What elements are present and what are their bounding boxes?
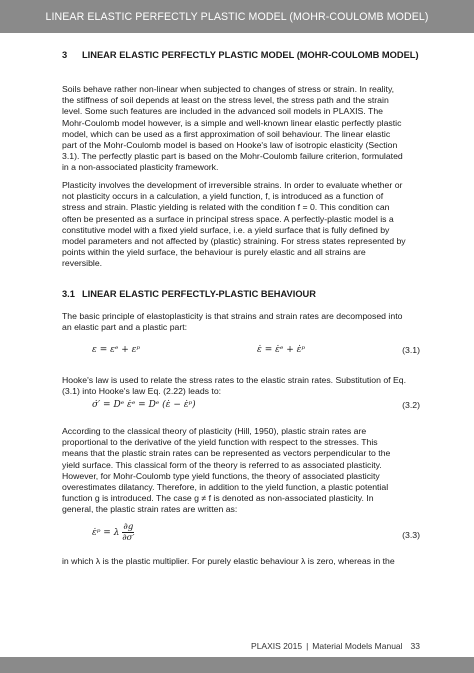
page-footer: [251, 641, 420, 651]
section-title: LINEAR ELASTIC PERFECTLY PLASTIC MODEL (MOHR-COULOMB MODEL): [82, 50, 419, 60]
equation-fraction: [122, 522, 134, 543]
section-number: 3: [62, 50, 68, 60]
equation-number: (3.2): [402, 400, 420, 410]
paragraph-decomposition: [62, 311, 422, 333]
footer-band: [0, 657, 474, 673]
paragraph-line: model, which can be used as a first approximation of soil behaviour. The linear elastic: [62, 128, 391, 139]
paragraph-line: reversible.: [62, 258, 103, 269]
equation-lhs: [92, 522, 134, 543]
footer-separator: |: [306, 641, 309, 651]
paragraph-line: function g is introduced. The case g ≠ f is denoted as non-associated plasticity. In: [62, 493, 374, 504]
paragraph-line: part of the Mohr-Coulomb model is based on Hooke's law of isotropic elasticity (Section: [62, 140, 398, 151]
paragraph-line: However, for Mohr-Coulomb type yield functions, the theory of associated plasticity: [62, 470, 380, 481]
subsection-number: 3.1: [62, 289, 75, 299]
paragraph-line: yield surface. This classical form of the theory is referred to as associated plasticity.: [62, 459, 382, 470]
paragraph-line: level. Some such features are included in the advanced soil models in PLAXIS. The: [62, 106, 383, 117]
section-heading: [62, 50, 419, 60]
paragraph-line: proportional to the derivative of the yield function with respect to the stresses. This: [62, 437, 378, 448]
equation-number: (3.3): [402, 530, 420, 540]
equation-lhs: ε = εᵉ + εᵖ: [92, 345, 141, 355]
paragraph-line: According to the classical theory of plasticity (Hill, 1950), plastic strain rates are: [62, 426, 367, 436]
equation-lhs-text: ε̇ᵖ = λ: [92, 528, 120, 538]
paragraph-intro: [62, 84, 422, 174]
paragraph-line: points within the yield surface, the behaviour is purely elastic and all strains are: [62, 247, 366, 258]
footer-manual: Material Models Manual: [312, 641, 403, 651]
equation-number: (3.1): [402, 345, 420, 355]
paragraph-line: means that the plastic strain rates can be represented as vectors perpendicular to the: [62, 448, 391, 459]
equation-3-3: [62, 522, 420, 550]
equation-3-2: [62, 400, 420, 414]
paragraph-line: general, the plastic strain rates are written as:: [62, 504, 238, 515]
page-number: 33: [410, 641, 420, 651]
paragraph-line: not plasticity occurs in a calculation, a yield function, f, is introduced as a function of: [62, 191, 384, 202]
fraction-denominator: ∂σ′: [122, 533, 135, 543]
paragraph-line: the stiffness of soil depends at least on the stress level, the stress path and the strain: [62, 95, 389, 106]
footer-product: PLAXIS 2015: [251, 641, 303, 651]
paragraph-line: 3.1). The perfectly plastic part is based on the Mohr-Coulomb failure criterion, formulated: [62, 151, 403, 162]
paragraph-line: model parameters and not affected by (plastic) straining. For stress states represented by: [62, 236, 406, 247]
paragraph-line: The basic principle of elastoplasticity is that strains and strain rates are decomposed into: [62, 311, 403, 321]
equation-3-1: [62, 345, 420, 359]
paragraph-line: in which λ is the plastic multiplier. For purely elastic behaviour λ is zero, whereas in the: [62, 556, 395, 566]
paragraph-hooke: [62, 375, 422, 397]
equation-lhs: σ̇′ = Dᵉ ε̇ᵉ = Dᵉ (ε̇ − ε̇ᵖ): [92, 400, 196, 410]
paragraph-plasticity: [62, 180, 422, 270]
subsection-heading: [62, 289, 316, 299]
paragraph-line: (3.1) into Hooke's law Eq. (2.22) leads to:: [62, 386, 222, 397]
equation-rhs: ε̇ = ε̇ᵉ + ε̇ᵖ: [257, 345, 306, 355]
paragraph-line: Soils behave rather non-linear when subjected to changes of stress or strain. In reality,: [62, 84, 395, 94]
paragraph-line: often be presented as a surface in principal stress space. A perfectly-plastic model is a: [62, 213, 394, 224]
paragraph-line: in a non-associated plasticity framework.: [62, 162, 219, 173]
paragraph-line: Plasticity involves the development of irreversible strains. In order to evaluate whether or: [62, 180, 403, 190]
paragraph-classical-theory: [62, 426, 422, 516]
paragraph-line: Mohr-Coulomb model however, is a simple and well-known linear elastic perfectly plastic: [62, 117, 402, 128]
paragraph-line: an elastic part and a plastic part:: [62, 322, 188, 333]
paragraph-line: constitutive model with a fixed yield surface, i.e. a yield surface that is fully defined by: [62, 224, 390, 235]
paragraph-multiplier: [62, 556, 422, 567]
paragraph-line: stress and strain. Plastic yielding is related with the condition f = 0. This condition can: [62, 202, 390, 213]
subsection-title: LINEAR ELASTIC PERFECTLY-PLASTIC BEHAVIOUR: [82, 289, 316, 299]
paragraph-line: Hooke's law is used to relate the stress rates to the elastic strain rates. Substitution of Eq.: [62, 375, 407, 385]
running-header: [0, 0, 474, 33]
paragraph-line: overestimates dilatancy. Therefore, in addition to the yield function, a plastic potential: [62, 482, 389, 493]
running-header-title: LINEAR ELASTIC PERFECTLY PLASTIC MODEL (MOHR-COULOMB MODEL): [45, 10, 429, 23]
fraction-numerator: ∂g: [123, 522, 134, 532]
